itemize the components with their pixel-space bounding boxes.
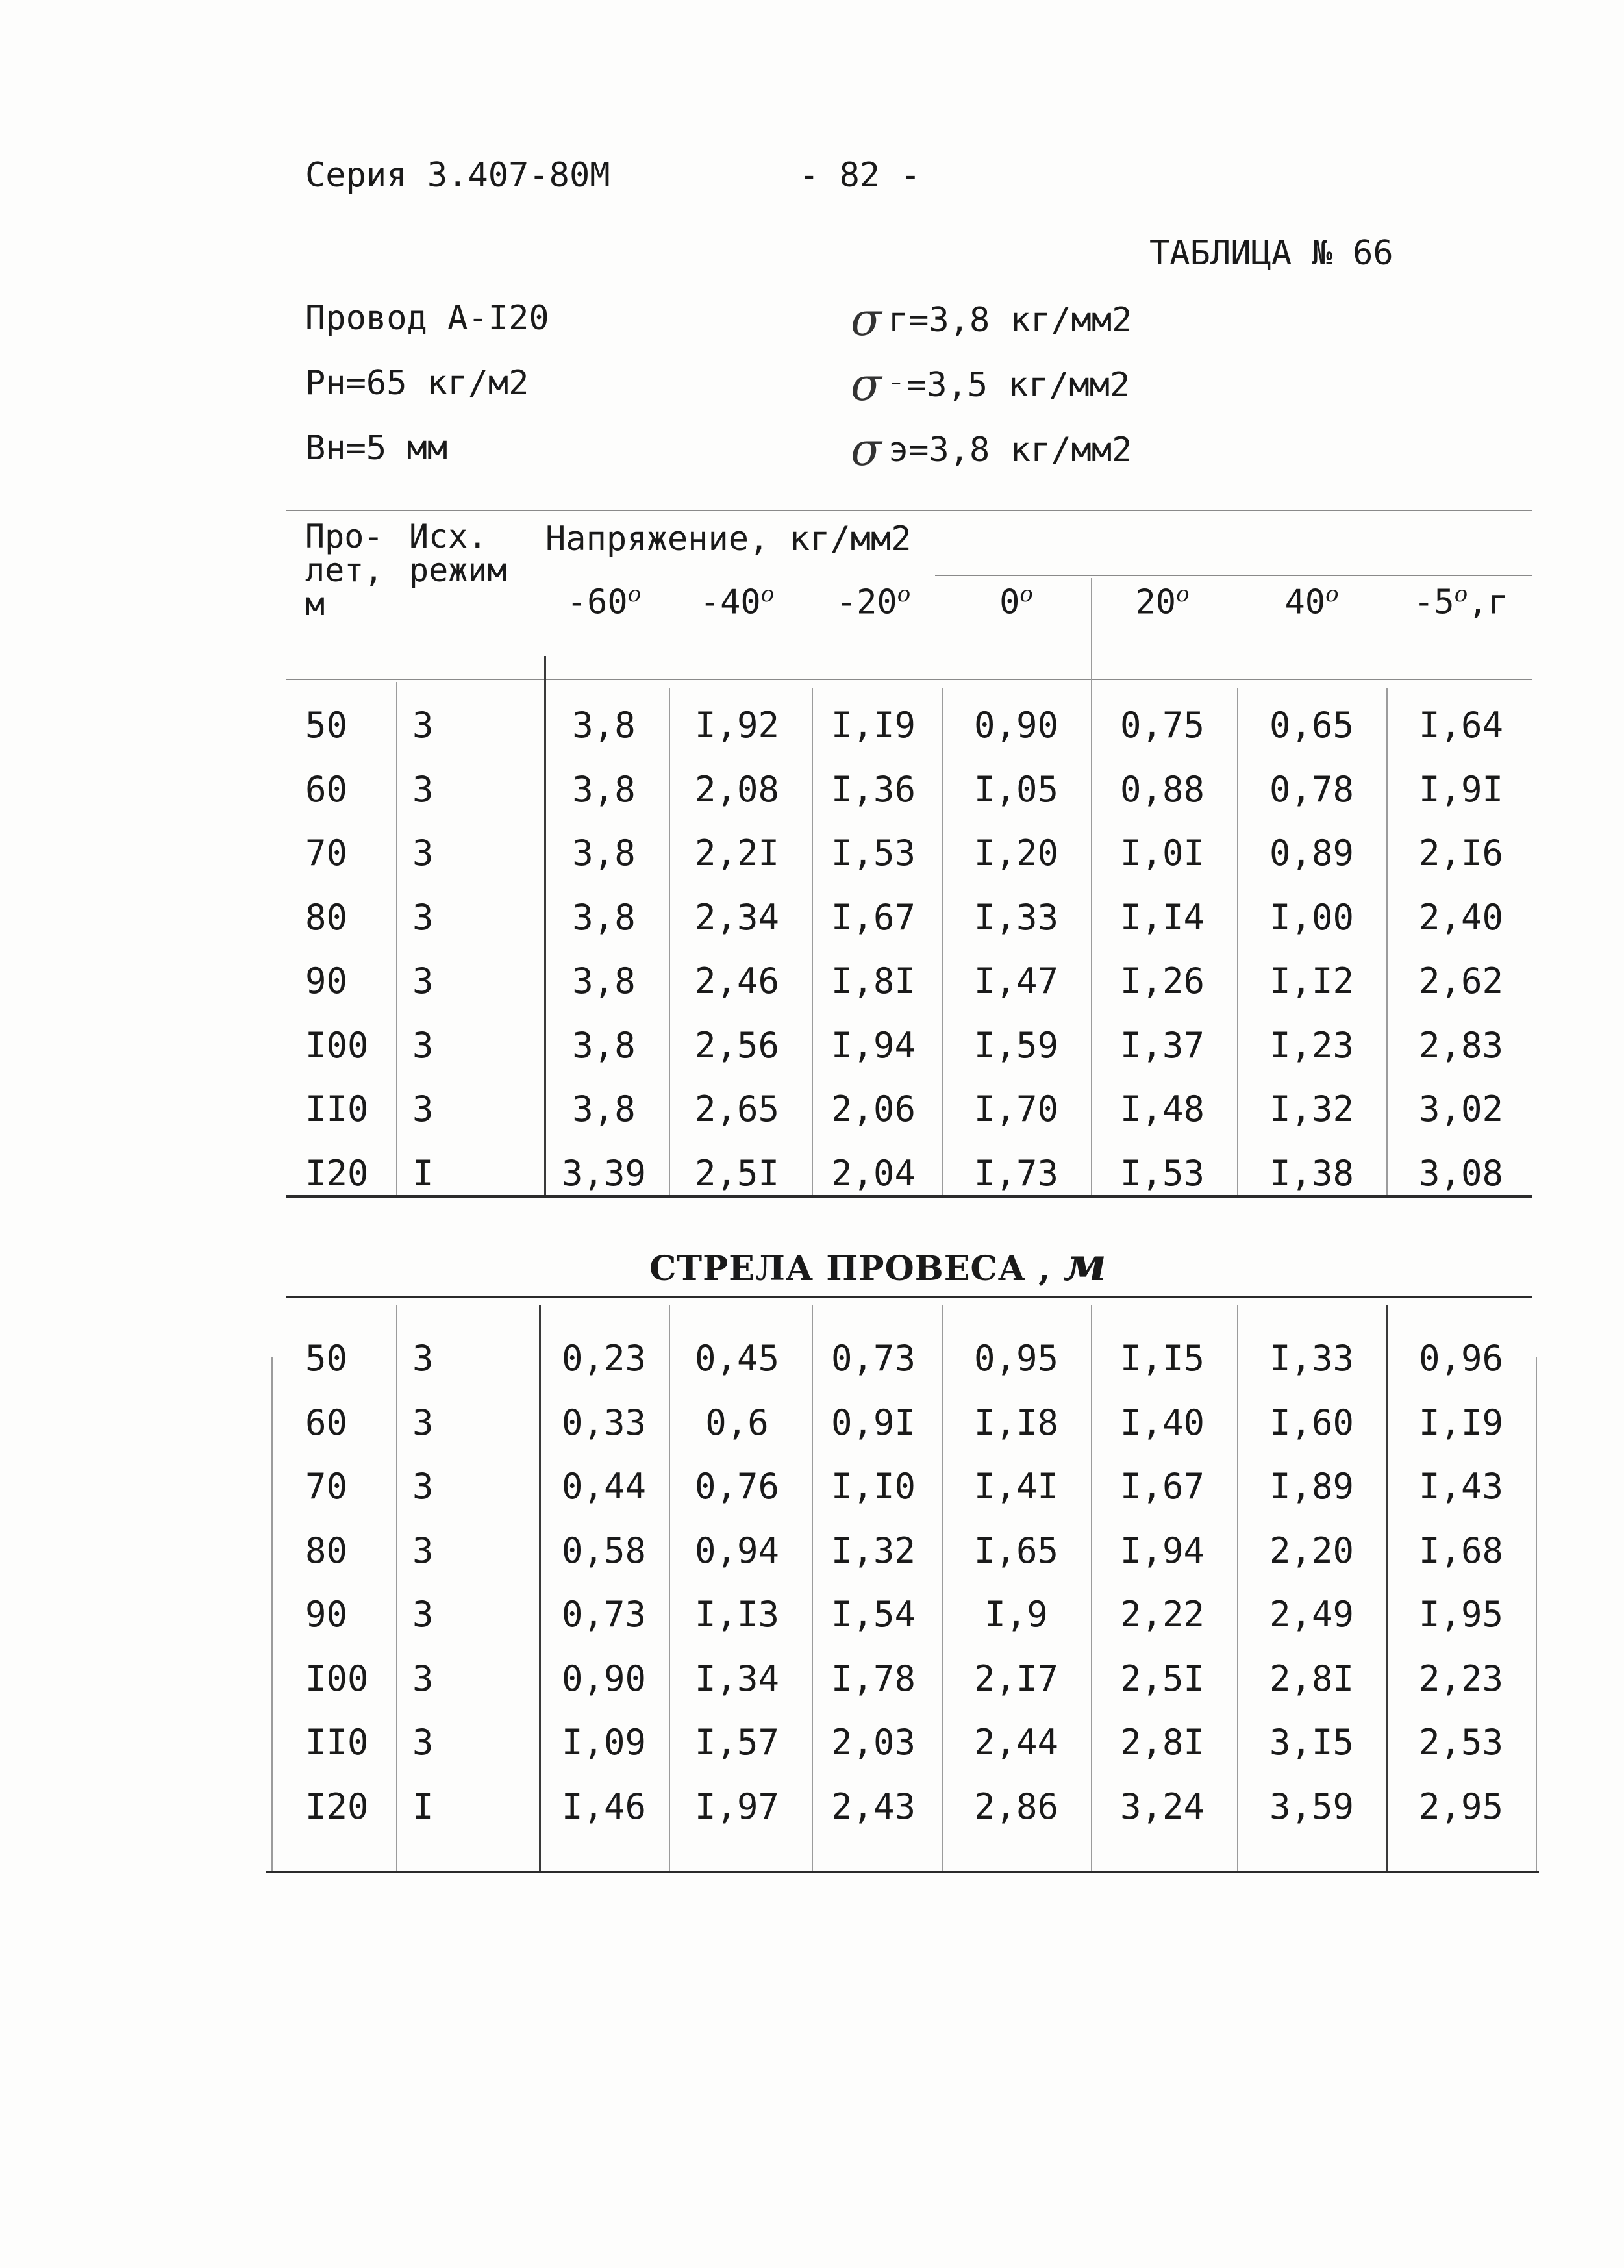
degree-icon: o (897, 581, 911, 607)
table-cell: 2,8I (1269, 1657, 1355, 1699)
stress-g-param (851, 289, 1132, 346)
page-number: - 82 - (799, 156, 921, 195)
table-cell: 2,5I (694, 1152, 780, 1194)
row-mode: 3 (412, 1402, 434, 1443)
col-span-line2: лет, (305, 551, 384, 589)
col-divider (1386, 1305, 1388, 1871)
table-cell: 3,8 (572, 1024, 636, 1066)
table-cell: 2,8I (1119, 1722, 1205, 1763)
table-cell: 3,8 (572, 768, 636, 810)
row-mode: 3 (412, 1722, 434, 1763)
table-cell: I,57 (694, 1722, 780, 1763)
sag-unit: м (1063, 1237, 1107, 1291)
table-cell: I,48 (1119, 1089, 1205, 1129)
table-cell: 0,65 (1269, 705, 1355, 746)
col-divider (1536, 1357, 1537, 1871)
col-span-line3: м (305, 585, 325, 623)
col-span-header (305, 520, 383, 621)
row-span: 50 (305, 1338, 348, 1379)
table-cell: 2,43 (831, 1785, 916, 1827)
table-cell: I,46 (561, 1785, 647, 1827)
table-cell: 2,53 (1418, 1722, 1504, 1763)
table-cell: 2,83 (1418, 1024, 1504, 1066)
row-span: 60 (305, 768, 348, 810)
temp-value: 0 (999, 583, 1020, 622)
row-span: I20 (305, 1785, 369, 1827)
row-span: 50 (305, 705, 348, 746)
table-cell: 0,75 (1119, 705, 1205, 746)
temp-header (666, 581, 808, 622)
table-cell: 0,94 (694, 1530, 780, 1571)
table-cell: I,53 (831, 833, 916, 874)
row-span: 80 (305, 1530, 348, 1571)
table-cell: I,33 (1269, 1338, 1355, 1379)
table-cell: I,4I (973, 1466, 1059, 1507)
row-span: 70 (305, 833, 348, 874)
table-cell: 3,02 (1418, 1089, 1504, 1129)
row-mode: 3 (412, 1657, 434, 1699)
row-mode: 3 (412, 705, 434, 746)
wire-param: Провод А-I20 (305, 299, 549, 338)
table-cell: 0,73 (561, 1594, 647, 1635)
col-divider (1386, 688, 1388, 1195)
table-cell: I,I0 (831, 1466, 916, 1507)
table-cell: 2,08 (694, 768, 780, 810)
table-cell: 0,95 (973, 1338, 1059, 1379)
row-mode: 3 (412, 896, 434, 938)
table-cell: I,I8 (973, 1402, 1059, 1443)
col-divider (1237, 1305, 1238, 1871)
temp-header: -5$^o$,г (1414, 581, 1508, 622)
table-cell: 0,58 (561, 1530, 647, 1571)
table-cell: I,67 (1119, 1466, 1205, 1507)
table-cell: I,00 (1269, 896, 1355, 938)
table-cell: 0,73 (831, 1338, 916, 1379)
table-cell: 3,59 (1269, 1785, 1355, 1827)
table-cell: I,32 (1269, 1089, 1355, 1129)
table-bottom-rule (266, 1871, 1539, 1873)
sigma-symbol-icon: σ (851, 293, 882, 346)
temp-header (532, 581, 675, 622)
table-cell: 3,8 (572, 961, 636, 1002)
table-cell: I,54 (831, 1594, 916, 1635)
table-cell: 2,2I (694, 833, 780, 874)
table-cell: 2,I6 (1418, 833, 1504, 874)
table-cell: I,I9 (1418, 1402, 1504, 1443)
table-cell: I,I3 (694, 1594, 780, 1635)
sag-title-text: СТРЕЛА ПРОВЕСА , (649, 1249, 1051, 1289)
table-cell: I,92 (694, 705, 780, 746)
table-cell: 2,95 (1418, 1785, 1504, 1827)
temp-header (1091, 581, 1234, 622)
pressure-param: Рн=65 кг/м2 (305, 364, 529, 403)
temp-value: -20 (836, 583, 897, 622)
sigma-symbol-icon: σ (851, 423, 882, 476)
row-span: 90 (305, 961, 348, 1002)
table-cell: I,I5 (1119, 1338, 1205, 1379)
table-cell: 3,8 (572, 1089, 636, 1129)
table-cell: I,23 (1269, 1024, 1355, 1066)
table-cell: I,32 (831, 1530, 916, 1571)
table-cell: 2,I7 (973, 1657, 1059, 1699)
table-cell: I,59 (973, 1024, 1059, 1066)
table-cell: I,78 (831, 1657, 916, 1699)
table-cell: 2,56 (694, 1024, 780, 1066)
row-mode: 3 (412, 961, 434, 1002)
temp-suffix-letter: г (1488, 583, 1508, 622)
table-cell: 2,03 (831, 1722, 916, 1763)
table-cell: I,97 (694, 1785, 780, 1827)
table-cell: 2,49 (1269, 1594, 1355, 1635)
table-cell: I,43 (1418, 1466, 1504, 1507)
table-cell: I,20 (973, 833, 1059, 874)
temp-value: 40 (1284, 583, 1326, 622)
degree-icon: o (627, 581, 642, 607)
table-cell: 2,04 (831, 1152, 916, 1194)
temp-value: 20 (1135, 583, 1177, 622)
stress-min-param (851, 354, 1131, 411)
table-cell: 0,45 (694, 1338, 780, 1379)
table-cell: I,I4 (1119, 896, 1205, 938)
table-cell: 2,86 (973, 1785, 1059, 1827)
row-mode: 3 (412, 1466, 434, 1507)
row-mode: 3 (412, 1530, 434, 1571)
table-cell: I,53 (1119, 1152, 1205, 1194)
table-cell: 2,20 (1269, 1530, 1355, 1571)
col-divider (396, 682, 397, 1195)
table-cell: I,9I (1418, 768, 1504, 810)
table-cell: I,I9 (831, 705, 916, 746)
sag-section-title (649, 1237, 1107, 1291)
table-cell: 3,24 (1119, 1785, 1205, 1827)
row-mode: 3 (412, 1338, 434, 1379)
degree-icon: o (1454, 581, 1468, 607)
stress-group-header: Напряжение, кг/мм2 (545, 520, 912, 559)
row-mode: 3 (412, 833, 434, 874)
temp-value: -5 (1414, 583, 1455, 622)
row-span: 80 (305, 896, 348, 938)
table-cell: I,09 (561, 1722, 647, 1763)
table-cell: 2,22 (1119, 1594, 1205, 1635)
table-cell: I,36 (831, 768, 916, 810)
row-span: I00 (305, 1024, 369, 1066)
table-cell: I,60 (1269, 1402, 1355, 1443)
table-cell: I,89 (1269, 1466, 1355, 1507)
row-span: 70 (305, 1466, 348, 1507)
table-cell: I,40 (1119, 1402, 1205, 1443)
table-cell: I,68 (1418, 1530, 1504, 1571)
table-cell: 0,23 (561, 1338, 647, 1379)
row-span: 60 (305, 1402, 348, 1443)
row-span: 90 (305, 1594, 348, 1635)
table-cell: I,0I (1119, 833, 1205, 874)
degree-icon: o (1176, 581, 1190, 607)
table-cell: I,94 (1119, 1530, 1205, 1571)
table-cell: 0,89 (1269, 833, 1355, 874)
stress-e-param (851, 419, 1132, 476)
ice-param: Вн=5 мм (305, 429, 448, 468)
table-cell: I,I2 (1269, 961, 1355, 1002)
table-cell: 2,44 (973, 1722, 1059, 1763)
table-cell: 0,88 (1119, 768, 1205, 810)
temp-header (802, 581, 945, 622)
table-cell: 3,8 (572, 833, 636, 874)
table-cell: 3,I5 (1269, 1722, 1355, 1763)
sigma-symbol-icon: σ (851, 358, 882, 411)
row-span: II0 (305, 1722, 369, 1763)
row-mode: 3 (412, 1024, 434, 1066)
temp-value: -60 (566, 583, 628, 622)
sag-section-top-rule (286, 1296, 1532, 1298)
table-cell: 2,5I (1119, 1657, 1205, 1699)
header-sub-rule (935, 575, 1532, 576)
table-cell: I,38 (1269, 1152, 1355, 1194)
row-span: I20 (305, 1152, 369, 1194)
table-cell: I,94 (831, 1024, 916, 1066)
col-mode-line1: Исх. (409, 518, 488, 555)
degree-icon: o (1019, 581, 1033, 607)
temp-header (1240, 581, 1383, 622)
stress-section-bottom-rule (286, 1195, 1532, 1198)
table-cell: 0,78 (1269, 768, 1355, 810)
table-cell: 0,90 (561, 1657, 647, 1699)
row-mode: 3 (412, 768, 434, 810)
table-cell: 2,62 (1418, 961, 1504, 1002)
table-cell: 2,06 (831, 1089, 916, 1129)
table-cell: 3,39 (561, 1152, 647, 1194)
table-cell: I,67 (831, 896, 916, 938)
table-cell: 2,34 (694, 896, 780, 938)
stress-e-text: э=3,8 кг/мм2 (888, 431, 1132, 470)
table-cell: I,8I (831, 961, 916, 1002)
row-span: II0 (305, 1089, 369, 1129)
series-label: Серия 3.407-80М (305, 156, 610, 195)
table-cell: I,34 (694, 1657, 780, 1699)
table-cell: 3,8 (572, 705, 636, 746)
row-span: I00 (305, 1657, 369, 1699)
table-cell: 0,44 (561, 1466, 647, 1507)
table-cell: I,33 (973, 896, 1059, 938)
table-cell: 0,9I (831, 1402, 916, 1443)
table-cell: I,64 (1418, 705, 1504, 746)
table-cell: 0,76 (694, 1466, 780, 1507)
table-cell: I,47 (973, 961, 1059, 1002)
table-cell: I,26 (1119, 961, 1205, 1002)
table-cell: I,70 (973, 1089, 1059, 1129)
row-mode: I (412, 1152, 434, 1194)
col-divider (1237, 688, 1238, 1195)
col-mode-line2: режим (409, 551, 507, 589)
table-cell: 3,8 (572, 896, 636, 938)
table-cell: 2,46 (694, 961, 780, 1002)
table-cell: 0,96 (1418, 1338, 1504, 1379)
table-cell: I,65 (973, 1530, 1059, 1571)
temp-value: -40 (699, 583, 761, 622)
dash-mark-icon: ⁻ (888, 373, 904, 403)
table-cell: 2,23 (1418, 1657, 1504, 1699)
header-bottom-rule (286, 679, 1532, 680)
table-cell: 0,33 (561, 1402, 647, 1443)
stress-min-text: =3,5 кг/мм2 (906, 366, 1131, 405)
table-top-rule (286, 510, 1532, 511)
table-cell: 2,40 (1418, 896, 1504, 938)
temp-header (945, 581, 1088, 622)
row-mode: 3 (412, 1594, 434, 1635)
table-cell: I,9 (984, 1594, 1048, 1635)
col-divider (271, 1357, 273, 1871)
table-title: ТАБЛИЦА № 66 (1149, 234, 1393, 273)
row-mode: 3 (412, 1089, 434, 1129)
col-span-line1: Про- (305, 518, 384, 555)
row-mode: I (412, 1785, 434, 1827)
table-cell: I,95 (1418, 1594, 1504, 1635)
col-mode-header (409, 520, 507, 587)
table-cell: 2,65 (694, 1089, 780, 1129)
table-cell: I,05 (973, 768, 1059, 810)
table-cell: 0,90 (973, 705, 1059, 746)
col-divider (396, 1305, 397, 1871)
table-cell: 0,6 (705, 1402, 769, 1443)
table-cell: I,73 (973, 1152, 1059, 1194)
table-cell: I,37 (1119, 1024, 1205, 1066)
degree-icon: o (760, 581, 775, 607)
degree-icon: o (1325, 581, 1339, 607)
stress-g-text: г=3,8 кг/мм2 (888, 301, 1132, 340)
table-cell: 3,08 (1418, 1152, 1504, 1194)
